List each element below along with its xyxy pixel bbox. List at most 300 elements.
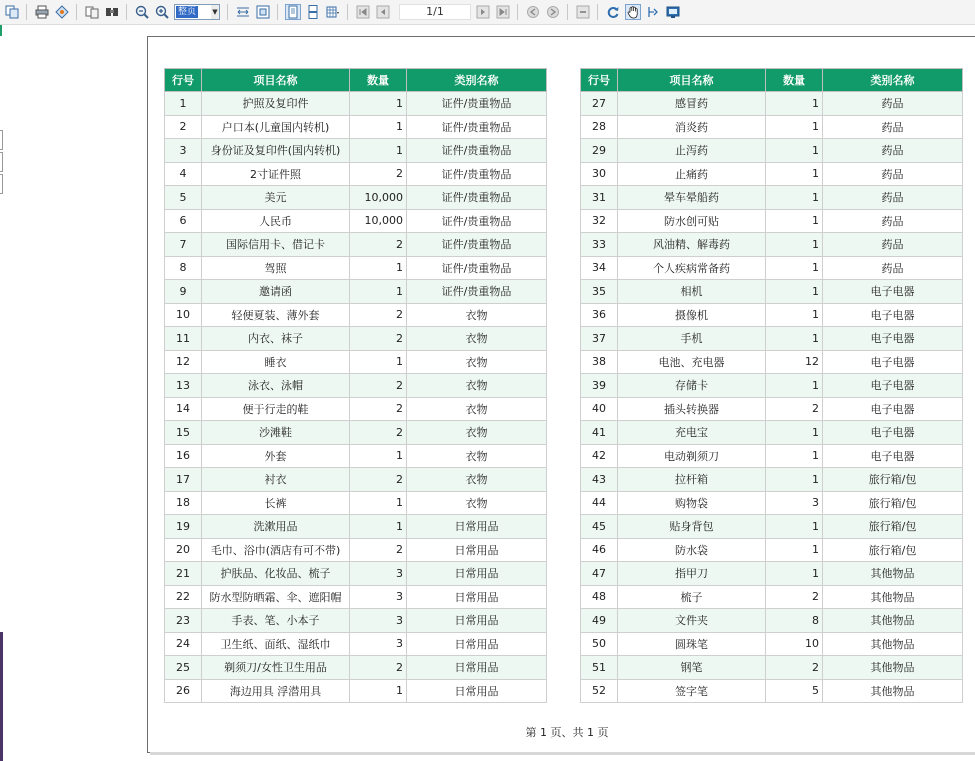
cell-item-name: 国际信用卡、借记卡 (202, 233, 350, 257)
header-row-number: 行号 (581, 69, 618, 92)
toolbar-separator (76, 4, 77, 20)
cell-category: 药品 (823, 186, 963, 210)
cell-row-number: 5 (165, 186, 202, 210)
cell-row-number: 20 (165, 538, 202, 562)
table-row (581, 632, 963, 656)
toolbar-separator (227, 4, 228, 20)
cell-quantity: 1 (350, 491, 407, 515)
cell-quantity: 1 (766, 115, 823, 139)
cell-row-number: 15 (165, 421, 202, 445)
cell-item-name: 护肤品、化妆品、梳子 (202, 562, 350, 586)
cell-row-number: 18 (165, 491, 202, 515)
cell-item-name: 相机 (618, 280, 766, 304)
cell-item-name: 护照及复印件 (202, 92, 350, 116)
table-row (165, 562, 547, 586)
cell-row-number: 30 (581, 162, 618, 186)
table-row (581, 92, 963, 116)
cell-quantity: 8 (766, 609, 823, 633)
cell-category: 其他物品 (823, 585, 963, 609)
layout-menu-icon[interactable] (325, 4, 341, 20)
cell-category: 证件/贵重物品 (407, 115, 547, 139)
table-header-row (165, 69, 547, 92)
left-panel-tab[interactable] (0, 174, 3, 194)
toolbar-separator (347, 4, 348, 20)
cell-quantity: 12 (766, 350, 823, 374)
cell-row-number: 3 (165, 139, 202, 163)
prev-page-icon[interactable] (375, 4, 391, 20)
table-row (165, 186, 547, 210)
cell-row-number: 36 (581, 303, 618, 327)
table-row (581, 444, 963, 468)
cell-category: 日常用品 (407, 656, 547, 680)
table-row (165, 632, 547, 656)
cell-quantity: 3 (350, 585, 407, 609)
fit-width-icon[interactable] (235, 4, 251, 20)
table-row (165, 115, 547, 139)
cell-item-name: 拉杆箱 (618, 468, 766, 492)
cell-item-name: 邀请函 (202, 280, 350, 304)
cell-category: 衣物 (407, 468, 547, 492)
cell-item-name: 外套 (202, 444, 350, 468)
cell-quantity: 10,000 (350, 209, 407, 233)
zoom-select[interactable] (174, 4, 218, 20)
table-row (165, 162, 547, 186)
cell-item-name: 防水袋 (618, 538, 766, 562)
table-row (165, 397, 547, 421)
cell-quantity: 1 (766, 256, 823, 280)
table-row (165, 303, 547, 327)
cell-category: 药品 (823, 162, 963, 186)
cell-quantity: 1 (766, 374, 823, 398)
cell-row-number: 50 (581, 632, 618, 656)
header-category: 类别名称 (407, 69, 547, 92)
toolbar-separator (126, 4, 127, 20)
cell-quantity: 1 (350, 92, 407, 116)
cell-row-number: 2 (165, 115, 202, 139)
cell-quantity: 5 (766, 679, 823, 703)
cell-category: 旅行箱/包 (823, 468, 963, 492)
table-row (165, 468, 547, 492)
cell-row-number: 39 (581, 374, 618, 398)
table-row (581, 280, 963, 304)
cell-quantity: 2 (350, 421, 407, 445)
single-page-icon[interactable] (285, 4, 301, 20)
cell-item-name: 风油精、解毒药 (618, 233, 766, 257)
cell-quantity: 1 (350, 280, 407, 304)
table-row (581, 327, 963, 351)
cell-row-number: 24 (165, 632, 202, 656)
cell-row-number: 19 (165, 515, 202, 539)
table-row (581, 162, 963, 186)
header-row-number: 行号 (165, 69, 202, 92)
cell-row-number: 32 (581, 209, 618, 233)
cell-row-number: 48 (581, 585, 618, 609)
cell-category: 旅行箱/包 (823, 538, 963, 562)
cell-row-number: 31 (581, 186, 618, 210)
cell-quantity: 1 (766, 515, 823, 539)
cell-row-number: 47 (581, 562, 618, 586)
cell-item-name: 美元 (202, 186, 350, 210)
cell-item-name: 电动剃须刀 (618, 444, 766, 468)
cell-category: 衣物 (407, 374, 547, 398)
table-row (581, 374, 963, 398)
table-row (581, 115, 963, 139)
cell-item-name: 电池、充电器 (618, 350, 766, 374)
cell-quantity: 3 (350, 632, 407, 656)
cell-category: 药品 (823, 139, 963, 163)
cell-category: 证件/贵重物品 (407, 92, 547, 116)
cell-row-number: 11 (165, 327, 202, 351)
cell-quantity: 1 (766, 303, 823, 327)
table-body (581, 92, 963, 703)
cell-item-name: 剃须刀/女性卫生用品 (202, 656, 350, 680)
table-row (165, 139, 547, 163)
cell-category: 药品 (823, 233, 963, 257)
next-page-icon[interactable] (475, 4, 491, 20)
export-icon[interactable] (54, 4, 70, 20)
cell-item-name: 摄像机 (618, 303, 766, 327)
cell-quantity: 1 (350, 444, 407, 468)
table-row (165, 374, 547, 398)
cell-category: 其他物品 (823, 679, 963, 703)
table-row (581, 256, 963, 280)
cell-row-number: 23 (165, 609, 202, 633)
cell-item-name: 签字笔 (618, 679, 766, 703)
cell-category: 日常用品 (407, 609, 547, 633)
cell-item-name: 晕车晕船药 (618, 186, 766, 210)
refresh-icon[interactable] (605, 4, 621, 20)
display-icon[interactable] (665, 4, 681, 20)
cell-quantity: 1 (766, 280, 823, 304)
cell-row-number: 7 (165, 233, 202, 257)
cell-row-number: 27 (581, 92, 618, 116)
cell-quantity: 3 (766, 491, 823, 515)
cell-quantity: 1 (766, 562, 823, 586)
cell-item-name: 个人疾病常备药 (618, 256, 766, 280)
table-body (165, 92, 547, 703)
cell-item-name: 梳子 (618, 585, 766, 609)
cell-item-name: 长裤 (202, 491, 350, 515)
cell-row-number: 37 (581, 327, 618, 351)
cell-category: 证件/贵重物品 (407, 256, 547, 280)
toolbar-separator (597, 4, 598, 20)
fit-page-icon[interactable] (255, 4, 271, 20)
cell-quantity: 1 (350, 515, 407, 539)
cell-row-number: 42 (581, 444, 618, 468)
cell-row-number: 6 (165, 209, 202, 233)
cell-row-number: 12 (165, 350, 202, 374)
table-row (581, 233, 963, 257)
cell-category: 其他物品 (823, 656, 963, 680)
table-row (581, 303, 963, 327)
table-row (581, 491, 963, 515)
cell-row-number: 44 (581, 491, 618, 515)
cell-quantity: 2 (766, 397, 823, 421)
table-row (581, 656, 963, 680)
table-row (165, 421, 547, 445)
cell-item-name: 泳衣、泳帽 (202, 374, 350, 398)
cell-category: 其他物品 (823, 632, 963, 656)
first-page-icon[interactable] (355, 4, 371, 20)
table-row (581, 186, 963, 210)
cell-item-name: 人民币 (202, 209, 350, 233)
cell-item-name: 毛巾、浴巾(酒店有可不带) (202, 538, 350, 562)
cell-quantity: 2 (766, 656, 823, 680)
cell-item-name: 充电宝 (618, 421, 766, 445)
header-category: 类别名称 (823, 69, 963, 92)
cell-item-name: 手表、笔、小本子 (202, 609, 350, 633)
cell-row-number: 46 (581, 538, 618, 562)
table-row (165, 280, 547, 304)
cell-category: 证件/贵重物品 (407, 233, 547, 257)
cell-category: 衣物 (407, 350, 547, 374)
cell-quantity: 1 (350, 679, 407, 703)
cell-category: 衣物 (407, 397, 547, 421)
cell-row-number: 10 (165, 303, 202, 327)
cell-category: 药品 (823, 256, 963, 280)
table-row (165, 679, 547, 703)
cell-item-name: 2寸证件照 (202, 162, 350, 186)
table-row (165, 491, 547, 515)
cell-item-name: 感冒药 (618, 92, 766, 116)
cell-item-name: 圆珠笔 (618, 632, 766, 656)
cell-category: 日常用品 (407, 679, 547, 703)
cell-item-name: 海边用具 浮潜用具 (202, 679, 350, 703)
cell-item-name: 文件夹 (618, 609, 766, 633)
cell-quantity: 1 (350, 139, 407, 163)
cell-quantity: 2 (350, 656, 407, 680)
table-row (581, 421, 963, 445)
select-tool-icon[interactable] (645, 4, 661, 20)
cell-quantity: 1 (350, 115, 407, 139)
toolbar-separator (567, 4, 568, 20)
cell-row-number: 33 (581, 233, 618, 257)
cell-row-number: 13 (165, 374, 202, 398)
cell-item-name: 户口本(儿童国内转机) (202, 115, 350, 139)
continuous-page-icon[interactable] (305, 4, 321, 20)
cell-category: 其他物品 (823, 609, 963, 633)
zoom-value: 整页 (178, 7, 197, 17)
cell-quantity: 1 (766, 139, 823, 163)
table-row (165, 350, 547, 374)
cell-category: 药品 (823, 115, 963, 139)
cell-row-number: 51 (581, 656, 618, 680)
cell-quantity: 1 (766, 233, 823, 257)
cell-item-name: 插头转换器 (618, 397, 766, 421)
table-row (165, 444, 547, 468)
page-footer: 第 1 页、共 1 页 (525, 726, 609, 739)
cell-category: 药品 (823, 209, 963, 233)
cell-row-number: 8 (165, 256, 202, 280)
table-row (581, 562, 963, 586)
left-panel-tab[interactable] (0, 152, 3, 172)
cell-row-number: 43 (581, 468, 618, 492)
cell-quantity: 1 (766, 421, 823, 445)
header-quantity: 数量 (350, 69, 407, 92)
report-page (147, 36, 975, 753)
cell-quantity: 2 (350, 327, 407, 351)
cell-row-number: 52 (581, 679, 618, 703)
cell-item-name: 消炎药 (618, 115, 766, 139)
zoom-in-icon[interactable] (154, 4, 170, 20)
stop-icon[interactable] (575, 4, 591, 20)
cell-row-number: 4 (165, 162, 202, 186)
cell-quantity: 1 (766, 538, 823, 562)
cell-item-name: 购物袋 (618, 491, 766, 515)
cell-quantity: 10,000 (350, 186, 407, 210)
cell-quantity: 2 (350, 162, 407, 186)
cell-item-name: 驾照 (202, 256, 350, 280)
toolbar-separator (26, 4, 27, 20)
cell-item-name: 钢笔 (618, 656, 766, 680)
cell-category: 日常用品 (407, 515, 547, 539)
cell-row-number: 26 (165, 679, 202, 703)
cell-item-name: 贴身背包 (618, 515, 766, 539)
cell-quantity: 2 (350, 468, 407, 492)
cell-category: 药品 (823, 92, 963, 116)
chevron-down-icon[interactable]: ▼ (211, 4, 220, 20)
cell-quantity: 3 (350, 609, 407, 633)
cell-item-name: 防水创可贴 (618, 209, 766, 233)
cell-row-number: 17 (165, 468, 202, 492)
zoom-out-icon[interactable] (134, 4, 150, 20)
toolbar-separator (517, 4, 518, 20)
last-page-icon[interactable] (495, 4, 511, 20)
table-row (581, 679, 963, 703)
cell-row-number: 41 (581, 421, 618, 445)
table-row (165, 538, 547, 562)
cell-quantity: 2 (766, 585, 823, 609)
table-row (581, 397, 963, 421)
table-row (165, 256, 547, 280)
cell-quantity: 1 (766, 209, 823, 233)
cell-item-name: 止痛药 (618, 162, 766, 186)
cell-category: 电子电器 (823, 350, 963, 374)
cell-row-number: 14 (165, 397, 202, 421)
cell-category: 电子电器 (823, 374, 963, 398)
cell-category: 衣物 (407, 303, 547, 327)
cell-category: 电子电器 (823, 444, 963, 468)
cell-category: 衣物 (407, 444, 547, 468)
table-row (581, 538, 963, 562)
cell-quantity: 2 (350, 303, 407, 327)
cell-category: 电子电器 (823, 421, 963, 445)
cell-row-number: 22 (165, 585, 202, 609)
cell-item-name: 卫生纸、面纸、湿纸巾 (202, 632, 350, 656)
cell-row-number: 1 (165, 92, 202, 116)
back-icon[interactable] (525, 4, 541, 20)
table-row (165, 585, 547, 609)
cell-category: 电子电器 (823, 327, 963, 351)
cell-category: 衣物 (407, 491, 547, 515)
cell-item-name: 防水型防晒霜、伞、遮阳帽 (202, 585, 350, 609)
cell-item-name: 指甲刀 (618, 562, 766, 586)
cell-quantity: 1 (766, 327, 823, 351)
cell-row-number: 21 (165, 562, 202, 586)
table-row (581, 350, 963, 374)
cell-quantity: 1 (766, 162, 823, 186)
cell-row-number: 49 (581, 609, 618, 633)
table-row (165, 515, 547, 539)
cell-item-name: 衬衣 (202, 468, 350, 492)
cell-category: 日常用品 (407, 538, 547, 562)
cell-row-number: 9 (165, 280, 202, 304)
header-quantity: 数量 (766, 69, 823, 92)
cell-quantity: 1 (350, 256, 407, 280)
cell-category: 证件/贵重物品 (407, 186, 547, 210)
cell-row-number: 40 (581, 397, 618, 421)
cell-category: 其他物品 (823, 562, 963, 586)
cell-row-number: 16 (165, 444, 202, 468)
table-row (581, 468, 963, 492)
cell-quantity: 2 (350, 374, 407, 398)
table-row (165, 656, 547, 680)
table-row (165, 609, 547, 633)
left-panel-tab[interactable] (0, 130, 3, 150)
cell-item-name: 存储卡 (618, 374, 766, 398)
cell-item-name: 身份证及复印件(国内转机) (202, 139, 350, 163)
hand-tool-icon[interactable] (625, 4, 641, 20)
cell-quantity: 2 (350, 233, 407, 257)
table-row (581, 209, 963, 233)
cell-category: 日常用品 (407, 562, 547, 586)
page-indicator[interactable]: 1/1 (399, 4, 471, 20)
cell-category: 电子电器 (823, 397, 963, 421)
background-window-edge (0, 632, 3, 761)
cell-row-number: 29 (581, 139, 618, 163)
cell-quantity: 1 (766, 186, 823, 210)
packing-list-table-left (164, 68, 547, 703)
cell-category: 证件/贵重物品 (407, 209, 547, 233)
table-row (165, 327, 547, 351)
cell-row-number: 34 (581, 256, 618, 280)
cell-quantity: 1 (766, 92, 823, 116)
cell-category: 电子电器 (823, 280, 963, 304)
table-row (581, 609, 963, 633)
copy-page-icon[interactable] (84, 4, 100, 20)
table-row (165, 92, 547, 116)
copy-icon[interactable] (4, 4, 20, 20)
packing-list-table-right (580, 68, 963, 703)
cell-row-number: 45 (581, 515, 618, 539)
cell-quantity: 1 (766, 444, 823, 468)
cell-quantity: 1 (350, 350, 407, 374)
cell-item-name: 轻便夏装、薄外套 (202, 303, 350, 327)
cell-quantity: 1 (766, 468, 823, 492)
cell-quantity: 2 (350, 538, 407, 562)
page-shadow (150, 752, 975, 755)
cell-row-number: 35 (581, 280, 618, 304)
cell-category: 衣物 (407, 327, 547, 351)
cell-item-name: 洗漱用品 (202, 515, 350, 539)
header-item-name: 项目名称 (618, 69, 766, 92)
forward-icon[interactable] (545, 4, 561, 20)
cell-category: 证件/贵重物品 (407, 139, 547, 163)
find-icon[interactable] (104, 4, 120, 20)
cell-item-name: 沙滩鞋 (202, 421, 350, 445)
table-row (165, 233, 547, 257)
cell-row-number: 25 (165, 656, 202, 680)
cell-row-number: 38 (581, 350, 618, 374)
cell-quantity: 2 (350, 397, 407, 421)
table-row (581, 585, 963, 609)
cell-category: 旅行箱/包 (823, 491, 963, 515)
cell-row-number: 28 (581, 115, 618, 139)
cell-category: 旅行箱/包 (823, 515, 963, 539)
cell-category: 日常用品 (407, 632, 547, 656)
print-icon[interactable] (34, 4, 50, 20)
cell-item-name: 止泻药 (618, 139, 766, 163)
